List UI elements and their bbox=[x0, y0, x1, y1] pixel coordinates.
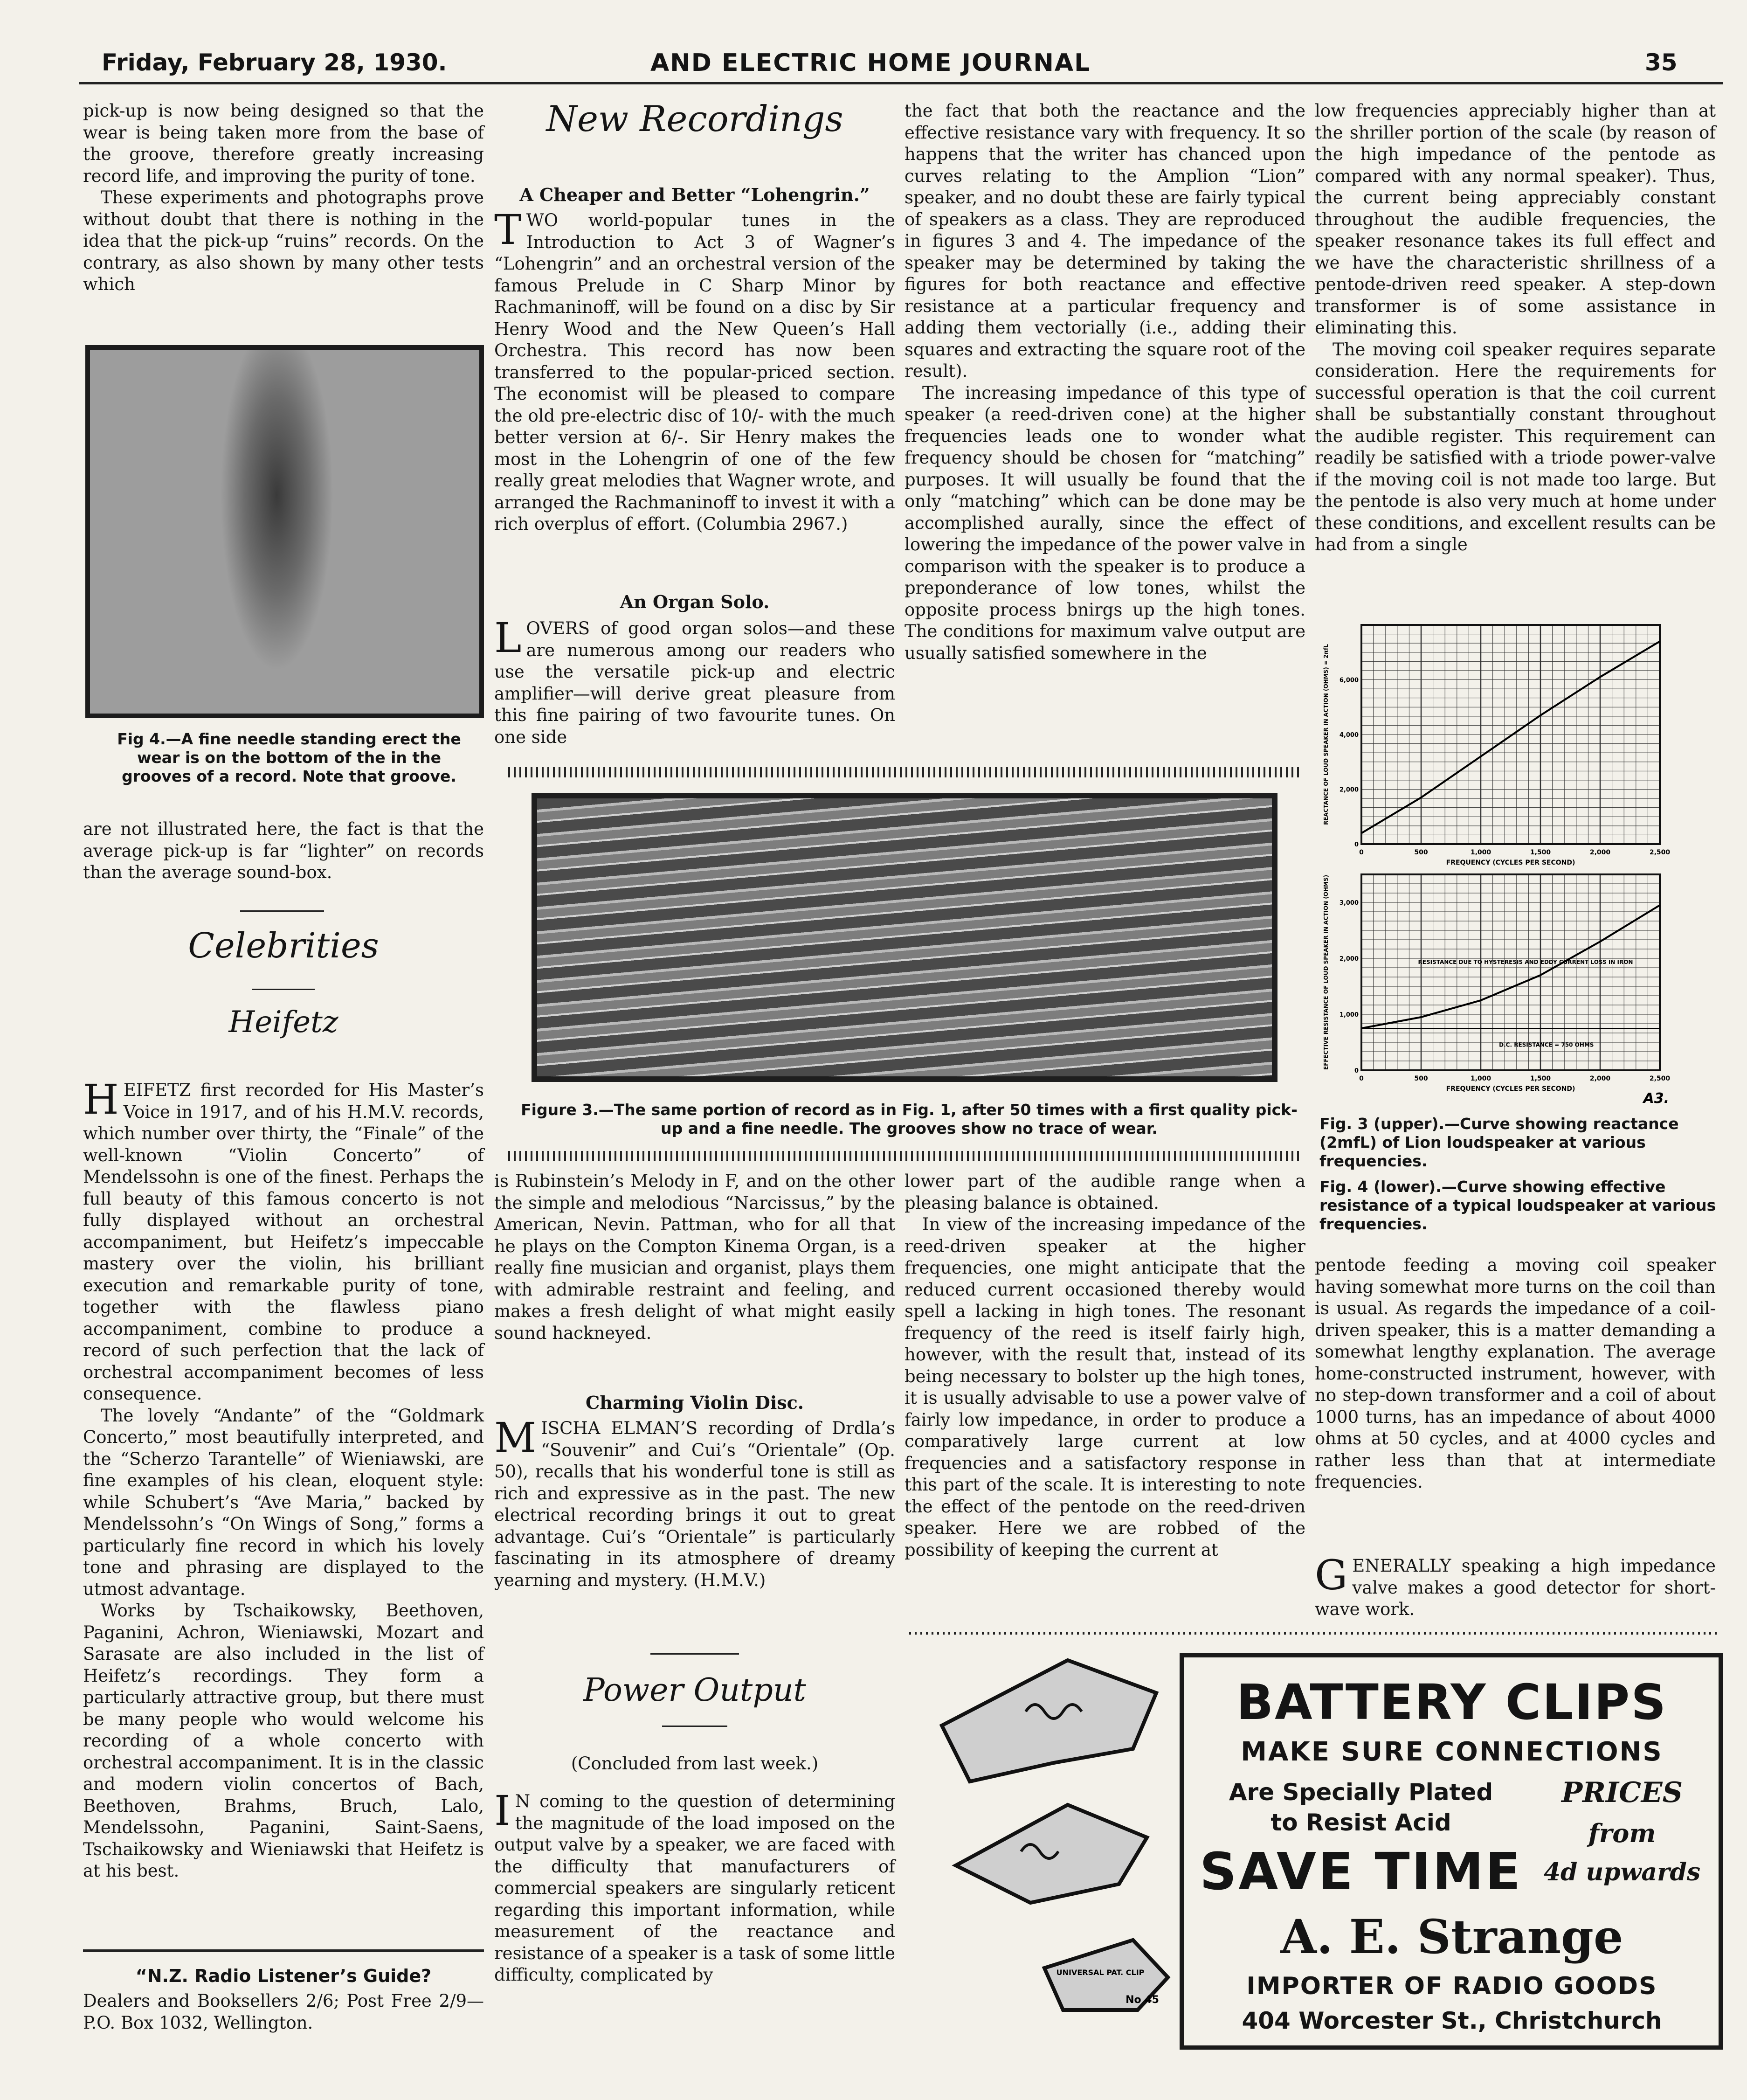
divider bbox=[240, 910, 324, 912]
col4-para-2: The moving coil speaker requires separate consideration. Here the requirements for successful operation is that the coil current shall be substantially constant throughout the audible register. This requirement can readily be satisfied with a triode power-valve if the moving coil is not made too large. But the pentode is also very much at home under these conditions, and excellent results can be had from a single bbox=[1315, 339, 1716, 554]
impedance-charts bbox=[1319, 616, 1692, 1110]
fig4-photo bbox=[85, 345, 484, 718]
y-tick-label: 2,000 bbox=[1339, 956, 1359, 963]
x-tick-label: 2,000 bbox=[1589, 1075, 1611, 1082]
heifetz-article bbox=[83, 1075, 484, 1882]
y-tick-label: 1,000 bbox=[1339, 1012, 1359, 1019]
curve-line bbox=[1361, 641, 1660, 833]
drop-cap-g: G bbox=[1315, 1551, 1348, 1599]
fig4-chart-caption: Fig. 4 (lower).—Curve showing effective resistance of a typical loudspeaker at various frequencies. bbox=[1319, 1178, 1716, 1233]
divider bbox=[252, 989, 315, 990]
organ-article bbox=[494, 614, 895, 748]
violin-article bbox=[494, 1414, 895, 1591]
x-axis-label: FREQUENCY (CYCLES PER SECOND) bbox=[1446, 1085, 1575, 1093]
battery-clips-illustration bbox=[914, 1642, 1180, 2038]
col1-para-3: are not illustrated here, the fact is that the average pick-up is far “lighter” on records than the average sound-box. bbox=[83, 819, 484, 882]
mid3-para-1: lower part of the audible range when a pleasing balance is obtained. bbox=[905, 1171, 1305, 1213]
header-rule bbox=[79, 82, 1723, 84]
col1-para-1: pick-up is now being designed so that the wear is being taken more from the base of the groove, therefore greatly increasing record life, and improving the purity of tone. bbox=[83, 101, 484, 186]
annotation-hysteresis: RESISTANCE DUE TO HYSTERESIS AND EDDY CURRENT LOSS IN IRON bbox=[1418, 959, 1633, 965]
y-tick-label: 0 bbox=[1354, 841, 1359, 848]
violin-subheading: Charming Violin Disc. bbox=[585, 1392, 804, 1413]
col4-para-4: ENERALLY speaking a high impedance valve makes a good detector for short-wave work. bbox=[1315, 1556, 1716, 1619]
drop-cap-m: M bbox=[494, 1414, 537, 1462]
lohengrin-subheading: A Cheaper and Better “Lohengrin.” bbox=[519, 184, 870, 205]
col3-para-2: The increasing impedance of this type of speaker (a reed-driven cone) at the higher frequencies leads one to wonder what frequency should be chosen for “matching” purposes. It will usually be found that the only “matching” which can be done may be accomplished aurally, since the effect of lowering the impedance of the power valve in comparison with the speaker is to produce a preponderance of low tones, whilst the opposite process bnirgs up the high tones. The conditions for maximum valve output are usually satisfied somewhere in the bbox=[905, 382, 1305, 663]
ad-company-name: A. E. Strange bbox=[1280, 1909, 1623, 1964]
ad-headline: BATTERY CLIPS bbox=[1236, 1674, 1668, 1731]
column-4-top bbox=[1315, 100, 1716, 556]
y-axis-label: EFFECTIVE RESISTANCE OF LOUD SPEAKER IN ACTION (OHMS) bbox=[1323, 874, 1329, 1070]
lohengrin-article bbox=[494, 206, 895, 535]
ad-save-time: SAVE TIME bbox=[1199, 1842, 1523, 1901]
journal-title: AND ELECTRIC HOME JOURNAL bbox=[650, 49, 1091, 77]
violin-para: ISCHA ELMAN’S recording of Drdla’s “Souvenir” and Cui’s “Orientale” (Op. 50), recalls that his wonderful tone is still as rich and expressive as in the past. The new electrical recording brings it out to great advantage. Cui’s “Orientale” is particularly fascinating in its atmosphere of dreamy yearning and mystery. (H.M.V.) bbox=[494, 1418, 895, 1590]
new-recordings-heading: New Recordings bbox=[546, 98, 843, 139]
figure-mark: A3. bbox=[1643, 1090, 1669, 1107]
clip-number: No 45 bbox=[1126, 1994, 1159, 2006]
power-output-article bbox=[494, 1787, 895, 1986]
guide-text: Dealers and Booksellers 2/6; Post Free 2/9—P.O. Box 1032, Wellington. bbox=[83, 1991, 484, 2033]
dash-rule bbox=[508, 1151, 1301, 1161]
organ-subheading: An Organ Solo. bbox=[620, 591, 770, 612]
col1-para-2: These experiments and photographs prove without doubt that there is nothing in the idea that the pick-up “ruins” records. On the contrary, as also shown by many other tests which bbox=[83, 187, 484, 294]
mid3-para-2: In view of the increasing impedance of the reed-driven speaker at the higher frequencies, one might anticipate that the reduced current occasioned thereby would spell a lacking in high tones. The resonant frequency of the reed is itself fairly high, however, with the result that, instead of its being necessary to bolster up the high tones, it is usually advisable to use a power valve of fairly low impedance, in order to produce a comparatively large current at low frequencies and a satisfactory response in this part of the scale. It is interesting to note the effect of the pentode on the reed-driven speaker. Here we are robbed of the possibility of keeping the current at bbox=[905, 1214, 1305, 1560]
y-tick-label: 0 bbox=[1354, 1067, 1359, 1074]
plot-frame bbox=[1361, 874, 1660, 1070]
x-tick-label: 2,500 bbox=[1649, 849, 1671, 856]
power-para: N coming to the question of determining the magnitude of the load imposed on the output valve by a speaker, we are faced with the difficulty that manufacturers of commercial speakers are singularly reticent regarding this important information, while measurement of the reactance and resistance of a speaker is a task of some little difficulty, complicated by bbox=[494, 1791, 895, 1985]
shortwave-note bbox=[1315, 1551, 1716, 1621]
ad-price: 4d upwards bbox=[1543, 1858, 1701, 1886]
x-tick-label: 1,000 bbox=[1470, 1075, 1492, 1082]
fig4-caption: Fig 4.—A fine needle standing erect the wear is on the bottom of the in the grooves of a record. Note that groove. bbox=[117, 730, 461, 785]
x-tick-label: 0 bbox=[1359, 1075, 1364, 1082]
dash-rule bbox=[909, 1632, 1720, 1635]
col4-para-3: pentode feeding a moving coil speaker having somewhat more turns on the coil than is usual. As regards the impedance of a coil-driven speaker, this is a matter demanding a somewhat lengthy explanation. The average home-constructed instrument, however, with no step-down transformer and a coil of about 1000 turns, has an impedance of about 4000 ohms at 50 cycles, and at 4000 cycles and rather less than that at intermediate frequencies. bbox=[1315, 1255, 1716, 1492]
curve-line bbox=[1361, 905, 1660, 1028]
column-3-continued bbox=[905, 1171, 1305, 1561]
heifetz-heading: Heifetz bbox=[228, 1005, 338, 1040]
col4-para-1: low frequencies appreciably higher than at the shriller portion of the scale (by reason of the high impedance of the pentode as compared with any normal speaker). Thus, the current being appreciably constant throughout the audible frequencies, the speaker resonance takes its full effect and we have the characteristic shrillness of a pentode-driven reed speaker. A step-down transformer is of some assistance in eliminating this. bbox=[1315, 101, 1716, 338]
drop-cap-l: L bbox=[494, 614, 522, 662]
record-grooves-photo bbox=[532, 793, 1277, 1082]
ad-line-plated: Are Specially Plated bbox=[1229, 1779, 1493, 1806]
power-output-heading: Power Output bbox=[583, 1672, 807, 1709]
ad-importer: IMPORTER OF RADIO GOODS bbox=[1246, 1972, 1657, 2000]
ad-from: from bbox=[1588, 1818, 1656, 1848]
annotation-dc-resistance: D.C. RESISTANCE = 750 OHMS bbox=[1499, 1041, 1594, 1048]
ad-line-acid: to Resist Acid bbox=[1271, 1809, 1451, 1836]
col3-para-1: the fact that both the reactance and the effective resistance vary with frequency. It so happens that the writer has chanced upon curves relating to the Amplion “Lion” speaker, and no doubt these are fairly typical of speakers as a class. They are reproduced in figures 3 and 4. The impedance of the speaker may be determined by taking the figures for both reactance and effective resistance at a particular frequency and adding them vectorially (i.e., adding their squares and extracting the square root of the result). bbox=[905, 101, 1305, 381]
organ-para: OVERS of good organ solos—and these are numerous among our readers who use the versatile pick-up and electric amplifier—will derive great pleasure from this fine pairing of two favourite tunes. On one side bbox=[494, 618, 895, 747]
ad-subhead: MAKE SURE CONNECTIONS bbox=[1241, 1737, 1663, 1767]
x-tick-label: 1,500 bbox=[1530, 1075, 1551, 1082]
lohengrin-para: WO world-popular tunes in the Introduction to Act 3 of Wagner’s “Lohengrin” and an orchestral version of the famous Prelude in C Sharp Minor by Rachmaninoff, will be found on a disc by Sir Henry Wood and the New Queen’s Hall Orchestra. This record has now been transferred to the popular-priced section. The economist will be pleased to compare the old pre-electric disc of 10/- with the much better version at 6/-. Sir Henry makes the most in the Lohengrin of one of the few really great melodies that Wagner wrote, and arranged the Rachmaninoff to invest it with a rich overplus of effort. (Columbia 2967.) bbox=[494, 210, 895, 534]
page-date: Friday, February 28, 1930. bbox=[102, 49, 447, 76]
heifetz-para-3: Works by Tschaikowsky, Beethoven, Paganini, Achron, Wieniawski, Mozart and Sarasate are also included in the list of Heifetz’s recordings. They form a particularly attractive group, but there must be many people who would welcome his recording of a whole concerto with orchestral accompaniment. It is in the classic and modern violin concertos of Bach, Beethoven, Brahms, Bruch, Lalo, Mendelssohn, Paganini, Saint-Saens, Tschaikowsky and Wieniawski that Heifetz is at his best. bbox=[83, 1601, 484, 1881]
column-4-continued bbox=[1315, 1254, 1716, 1493]
dash-rule bbox=[508, 767, 1301, 777]
divider bbox=[662, 1726, 727, 1727]
advertisement-box bbox=[1180, 1653, 1723, 2050]
x-tick-label: 500 bbox=[1414, 849, 1428, 856]
drop-cap-i: I bbox=[494, 1787, 511, 1835]
column-1-top bbox=[83, 100, 484, 296]
x-axis-label: FREQUENCY (CYCLES PER SECOND) bbox=[1446, 859, 1575, 866]
mid2-para-1: is Rubinstein’s Melody in F, and on the other the simple and melodious “Narcissus,” by the American, Nevin. Pattman, who for all that he plays on the Compton Kinema Organ, is a really fine musician and organist, plays them with admirable restraint and feeling, and makes a fresh delight of what might easily sound hackneyed. bbox=[494, 1171, 895, 1343]
guide-title: “N.Z. Radio Listener’s Guide? bbox=[135, 1966, 432, 1986]
fig3-chart-caption: Fig. 3 (upper).—Curve showing reactance (2mfL) of Lion loudspeaker at various frequencies. bbox=[1319, 1115, 1679, 1170]
y-tick-label: 2,000 bbox=[1339, 786, 1359, 794]
ad-prices: PRICES bbox=[1561, 1776, 1683, 1809]
drop-cap-h: H bbox=[83, 1075, 119, 1123]
x-tick-label: 0 bbox=[1359, 849, 1364, 856]
ad-address: 404 Worcester St., Christchurch bbox=[1242, 2007, 1662, 2034]
y-tick-label: 4,000 bbox=[1339, 732, 1359, 739]
heifetz-para-2: The lovely “Andante” of the “Goldmark Concerto,” most beautifully interpreted, and the “Scherzo Tarantelle” of Wieniawski, are fine examples of his clean, eloquent style: while Schubert’s “Ave Maria,” backed by Mendelssohn’s “On Wings of Song,” forms a particularly fine record in which his lovely tone and phrasing are displayed to the utmost advantage. bbox=[83, 1405, 484, 1599]
figure3-photo-caption: Figure 3.—The same portion of record as in Fig. 1, after 50 times with a first quality pick-up and a fine needle. The grooves show no trace of wear. bbox=[521, 1101, 1298, 1137]
column-3-top bbox=[905, 100, 1305, 664]
x-tick-label: 500 bbox=[1414, 1075, 1428, 1082]
guide-text-block bbox=[83, 1990, 484, 2034]
x-tick-label: 1,000 bbox=[1470, 849, 1492, 856]
celebrities-heading: Celebrities bbox=[188, 926, 379, 966]
divider bbox=[650, 1653, 739, 1655]
clip-label: UNIVERSAL PAT. CLIP bbox=[1056, 1968, 1145, 1977]
concluded-note: (Concluded from last week.) bbox=[571, 1753, 819, 1774]
x-tick-label: 2,500 bbox=[1649, 1075, 1671, 1082]
y-axis-label: REACTANCE OF LOUD SPEAKER IN ACTION (OHMS) = 2πfL bbox=[1323, 644, 1329, 825]
column-1-continued bbox=[83, 818, 484, 884]
page-number: 35 bbox=[1645, 49, 1678, 76]
divider bbox=[83, 1949, 484, 1952]
x-tick-label: 1,500 bbox=[1530, 849, 1551, 856]
x-tick-label: 2,000 bbox=[1589, 849, 1611, 856]
y-tick-label: 6,000 bbox=[1339, 677, 1359, 684]
drop-cap-t: T bbox=[494, 206, 522, 254]
heifetz-para-1: EIFETZ first recorded for His Master’s Voice in 1917, and of his H.M.V. records, which number over thirty, the “Finale” of the well-known “Violin Concerto” of Mendelssohn is one of the finest. Perhaps the full beauty of this famous concerto is not fully displayed without an orchestral accompaniment, but Heifetz’s impeccable mastery over the violin, his brilliant execution and remarkable purity of tone, together with the flawless piano accompaniment, combine to produce a record of such perfection that the lack of orchestral accompaniment becomes of less consequence. bbox=[83, 1080, 484, 1404]
y-tick-label: 3,000 bbox=[1339, 900, 1359, 907]
organ-continued bbox=[494, 1171, 895, 1344]
